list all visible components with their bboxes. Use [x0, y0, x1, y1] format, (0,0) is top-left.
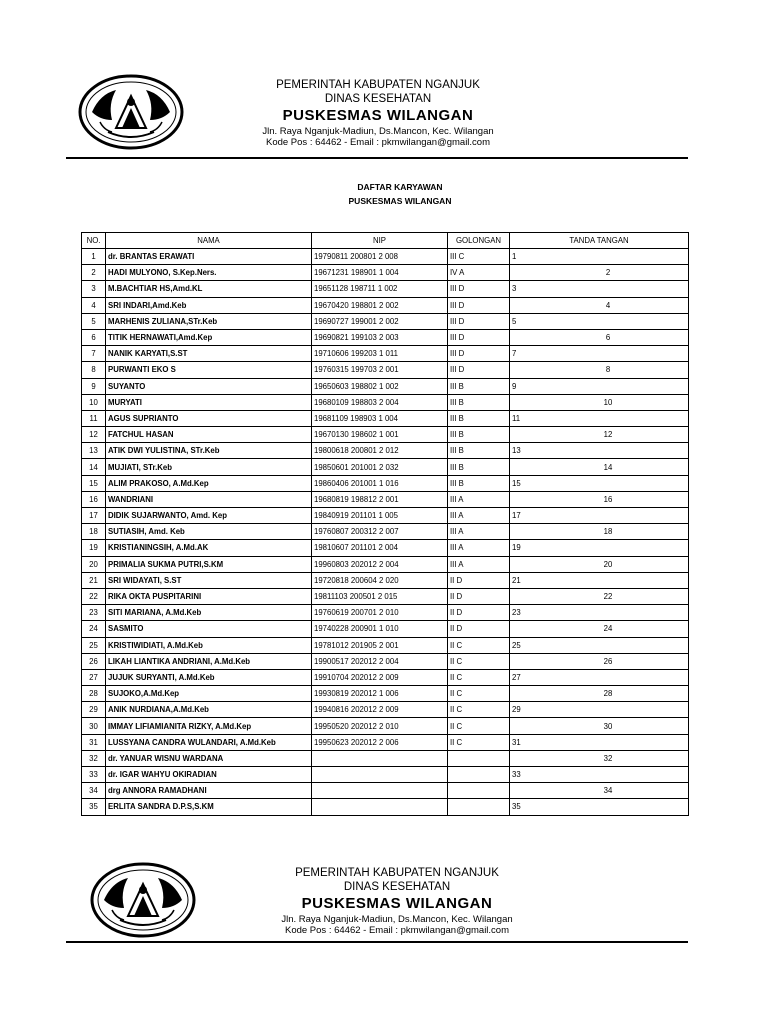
employee-name: RIKA OKTA PUSPITARINI — [106, 588, 312, 604]
row-number: 24 — [82, 621, 106, 637]
employee-name: dr. BRANTAS ERAWATI — [106, 249, 312, 265]
signature-number: 28 — [510, 686, 689, 702]
table-row — [82, 734, 689, 750]
employee-name: AGUS SUPRIANTO — [106, 410, 312, 426]
row-number: 26 — [82, 653, 106, 669]
employee-nip: 19950623 202012 2 006 — [312, 734, 448, 750]
table-row — [82, 669, 689, 685]
employee-nip: 19650603 198802 1 002 — [312, 378, 448, 394]
department-name: DINAS KESEHATAN — [324, 93, 432, 106]
employee-golongan: III B — [448, 394, 510, 410]
table-row — [82, 362, 689, 378]
row-number: 21 — [82, 572, 106, 588]
row-number: 27 — [82, 669, 106, 685]
employee-golongan: II D — [448, 572, 510, 588]
table-row — [82, 329, 689, 345]
table-row — [82, 297, 689, 313]
table-row — [82, 281, 689, 297]
kabupaten-emblem-icon — [90, 862, 196, 938]
employee-nip — [312, 783, 448, 799]
employee-golongan: III D — [448, 346, 510, 362]
document-title — [250, 180, 550, 208]
row-number: 14 — [82, 459, 106, 475]
employee-name: ERLITA SANDRA D.P.S,S.KM — [106, 799, 312, 815]
row-number: 29 — [82, 702, 106, 718]
employee-table — [81, 232, 689, 816]
employee-nip: 19960803 202012 2 004 — [312, 556, 448, 572]
employee-name: ANIK NURDIANA,A.Md.Keb — [106, 702, 312, 718]
signature-number: 33 — [510, 767, 689, 783]
employee-golongan: III B — [448, 443, 510, 459]
row-number: 13 — [82, 443, 106, 459]
row-number: 5 — [82, 313, 106, 329]
employee-name: DIDIK SUJARWANTO, Amd. Kep — [106, 508, 312, 524]
signature-number: 27 — [510, 669, 689, 685]
table-row — [82, 265, 689, 281]
table-row — [82, 750, 689, 766]
letterhead-divider — [66, 157, 688, 159]
employee-nip — [312, 750, 448, 766]
employee-golongan: III A — [448, 524, 510, 540]
employee-nip: 19940816 202012 2 009 — [312, 702, 448, 718]
government-name: PEMERINTAH KABUPATEN NGANJUK — [276, 79, 480, 91]
employee-golongan — [448, 767, 510, 783]
row-number: 7 — [82, 346, 106, 362]
employee-nip: 19850601 201001 2 032 — [312, 459, 448, 475]
signature-number: 30 — [510, 718, 689, 734]
employee-nip: 19740228 200901 1 010 — [312, 621, 448, 637]
employee-nip: 19790811 200801 2 008 — [312, 249, 448, 265]
employee-name: SRI INDARI,Amd.Keb — [106, 297, 312, 313]
employee-name: ATIK DWI YULISTINA, STr.Keb — [106, 443, 312, 459]
table-row — [82, 524, 689, 540]
table-row — [82, 556, 689, 572]
employee-golongan: III B — [448, 427, 510, 443]
signature-number: 12 — [510, 427, 689, 443]
employee-name: M.BACHTIAR HS,Amd.KL — [106, 281, 312, 297]
signature-number: 10 — [510, 394, 689, 410]
table-header-row — [82, 233, 689, 249]
signature-number: 25 — [510, 637, 689, 653]
employee-name: drg ANNORA RAMADHANI — [106, 783, 312, 799]
employee-golongan: III D — [448, 362, 510, 378]
row-number: 34 — [82, 783, 106, 799]
employee-golongan: II C — [448, 718, 510, 734]
department-name: DINAS KESEHATAN — [343, 881, 451, 894]
table-row — [82, 410, 689, 426]
employee-golongan: III A — [448, 540, 510, 556]
employee-golongan: III A — [448, 556, 510, 572]
employee-golongan: II C — [448, 669, 510, 685]
employee-name: PURWANTI EKO S — [106, 362, 312, 378]
table-row — [82, 702, 689, 718]
government-name: PEMERINTAH KABUPATEN NGANJUK — [295, 867, 499, 879]
signature-number: 16 — [510, 491, 689, 507]
employee-name: dr. YANUAR WISNU WARDANA — [106, 750, 312, 766]
employee-name: SUYANTO — [106, 378, 312, 394]
employee-golongan: II C — [448, 653, 510, 669]
signature-number: 13 — [510, 443, 689, 459]
employee-nip: 19671231 198901 1 004 — [312, 265, 448, 281]
employee-golongan — [448, 750, 510, 766]
employee-name: KRISTIWIDIATI, A.Md.Keb — [106, 637, 312, 653]
row-number: 9 — [82, 378, 106, 394]
signature-number: 18 — [510, 524, 689, 540]
employee-name: JUJUK SURYANTI, A.Md.Keb — [106, 669, 312, 685]
signature-number: 17 — [510, 508, 689, 524]
signature-number: 9 — [510, 378, 689, 394]
row-number: 17 — [82, 508, 106, 524]
employee-golongan: II C — [448, 686, 510, 702]
institution-name: PUSKESMAS WILANGAN — [282, 106, 474, 124]
employee-name: SRI WIDAYATI, S.ST — [106, 572, 312, 588]
employee-name: LIKAH LIANTIKA ANDRIANI, A.Md.Keb — [106, 653, 312, 669]
employee-nip: 19900517 202012 2 004 — [312, 653, 448, 669]
employee-nip: 19720818 200604 2 020 — [312, 572, 448, 588]
employee-nip: 19811103 200501 2 015 — [312, 588, 448, 604]
employee-name: MURYATI — [106, 394, 312, 410]
employee-name: dr. IGAR WAHYU OKIRADIAN — [106, 767, 312, 783]
employee-nip: 19840919 201101 1 005 — [312, 508, 448, 524]
signature-number: 21 — [510, 572, 689, 588]
row-number: 22 — [82, 588, 106, 604]
employee-name: HADI MULYONO, S.Kep.Ners. — [106, 265, 312, 281]
signature-number: 22 — [510, 588, 689, 604]
row-number: 1 — [82, 249, 106, 265]
table-row — [82, 491, 689, 507]
row-number: 25 — [82, 637, 106, 653]
address: Jln. Raya Nganjuk-Madiun, Ds.Mancon, Kec. Wilangan — [281, 913, 513, 925]
employee-name: SUTIASIH, Amd. Keb — [106, 524, 312, 540]
letterhead-text — [210, 78, 546, 149]
employee-name: LUSSYANA CANDRA WULANDARI, A.Md.Keb — [106, 734, 312, 750]
employee-nip: 19950520 202012 2 010 — [312, 718, 448, 734]
employee-golongan: III C — [448, 249, 510, 265]
employee-golongan: II C — [448, 734, 510, 750]
table-row — [82, 475, 689, 491]
signature-number: 26 — [510, 653, 689, 669]
employee-golongan: III D — [448, 297, 510, 313]
table-row — [82, 540, 689, 556]
row-number: 2 — [82, 265, 106, 281]
row-number: 20 — [82, 556, 106, 572]
employee-nip: 19690821 199103 2 003 — [312, 329, 448, 345]
employee-nip: 19781012 201905 2 001 — [312, 637, 448, 653]
address: Jln. Raya Nganjuk-Madiun, Ds.Mancon, Kec. Wilangan — [262, 125, 494, 137]
table-row — [82, 459, 689, 475]
employee-name: SUJOKO,A.Md.Kep — [106, 686, 312, 702]
signature-number: 11 — [510, 410, 689, 426]
signature-number: 34 — [510, 783, 689, 799]
row-number: 12 — [82, 427, 106, 443]
employee-name: NANIK KARYATI,S.ST — [106, 346, 312, 362]
header-tanda-tangan: TANDA TANGAN — [510, 233, 689, 249]
row-number: 8 — [82, 362, 106, 378]
institution-name: PUSKESMAS WILANGAN — [301, 894, 493, 912]
employee-nip: 19760315 199703 2 001 — [312, 362, 448, 378]
employee-name: WANDRIANI — [106, 491, 312, 507]
employee-nip — [312, 799, 448, 815]
employee-nip: 19680109 198803 2 004 — [312, 394, 448, 410]
employee-golongan: III A — [448, 508, 510, 524]
table-row — [82, 249, 689, 265]
table-row — [82, 394, 689, 410]
table-row — [82, 605, 689, 621]
table-row — [82, 799, 689, 815]
employee-golongan: II C — [448, 637, 510, 653]
table-row — [82, 572, 689, 588]
signature-number: 29 — [510, 702, 689, 718]
employee-golongan: III B — [448, 475, 510, 491]
employee-name: SASMITO — [106, 621, 312, 637]
header-nip: NIP — [312, 233, 448, 249]
table-row — [82, 767, 689, 783]
employee-golongan: III B — [448, 459, 510, 475]
row-number: 33 — [82, 767, 106, 783]
employee-golongan: II D — [448, 605, 510, 621]
employee-golongan: III D — [448, 281, 510, 297]
letterhead-divider — [66, 941, 688, 943]
row-number: 28 — [82, 686, 106, 702]
employee-name: TITIK HERNAWATI,Amd.Kep — [106, 329, 312, 345]
signature-number: 7 — [510, 346, 689, 362]
contact: Kode Pos : 64462 - Email : pkmwilangan@gmail.com — [284, 925, 510, 937]
signature-number: 35 — [510, 799, 689, 815]
row-number: 3 — [82, 281, 106, 297]
employee-nip: 19860406 201001 1 016 — [312, 475, 448, 491]
table-row — [82, 443, 689, 459]
row-number: 35 — [82, 799, 106, 815]
employee-nip: 19651128 198711 1 002 — [312, 281, 448, 297]
kabupaten-emblem-icon — [78, 74, 184, 150]
table-row — [82, 686, 689, 702]
employee-golongan: II D — [448, 621, 510, 637]
employee-nip: 19800618 200801 2 012 — [312, 443, 448, 459]
table-row — [82, 718, 689, 734]
row-number: 31 — [82, 734, 106, 750]
header-golongan: GOLONGAN — [448, 233, 510, 249]
signature-number: 31 — [510, 734, 689, 750]
letterhead-top — [0, 70, 768, 160]
table-row — [82, 378, 689, 394]
employee-golongan: III B — [448, 410, 510, 426]
table-row — [82, 621, 689, 637]
employee-golongan: III B — [448, 378, 510, 394]
employee-nip: 19681109 198903 1 004 — [312, 410, 448, 426]
employee-nip — [312, 767, 448, 783]
signature-number: 2 — [510, 265, 689, 281]
employee-golongan: III D — [448, 313, 510, 329]
table-row — [82, 588, 689, 604]
signature-number: 19 — [510, 540, 689, 556]
row-number: 19 — [82, 540, 106, 556]
signature-number: 3 — [510, 281, 689, 297]
employee-name: ALIM PRAKOSO, A.Md.Kep — [106, 475, 312, 491]
signature-number: 24 — [510, 621, 689, 637]
employee-nip: 19690727 199001 2 002 — [312, 313, 448, 329]
row-number: 15 — [82, 475, 106, 491]
letterhead-text — [224, 866, 570, 937]
employee-nip: 19930819 202012 1 006 — [312, 686, 448, 702]
employee-nip: 19680819 198812 2 001 — [312, 491, 448, 507]
employee-nip: 19760807 200312 2 007 — [312, 524, 448, 540]
employee-name: SITI MARIANA, A.Md.Keb — [106, 605, 312, 621]
employee-name: PRIMALIA SUKMA PUTRI,S.KM — [106, 556, 312, 572]
table-row — [82, 313, 689, 329]
contact: Kode Pos : 64462 - Email : pkmwilangan@gmail.com — [265, 137, 491, 149]
employee-golongan: III D — [448, 329, 510, 345]
signature-number: 14 — [510, 459, 689, 475]
employee-nip: 19910704 202012 2 009 — [312, 669, 448, 685]
signature-number: 23 — [510, 605, 689, 621]
employee-name: KRISTIANINGSIH, A.Md.AK — [106, 540, 312, 556]
employee-name: FATCHUL HASAN — [106, 427, 312, 443]
employee-nip: 19670420 198801 2 002 — [312, 297, 448, 313]
row-number: 10 — [82, 394, 106, 410]
employee-golongan: IV A — [448, 265, 510, 281]
row-number: 16 — [82, 491, 106, 507]
header-nama: NAMA — [106, 233, 312, 249]
table-row — [82, 783, 689, 799]
employee-name: MUJIATI, STr.Keb — [106, 459, 312, 475]
signature-number: 15 — [510, 475, 689, 491]
table-row — [82, 508, 689, 524]
signature-number: 5 — [510, 313, 689, 329]
employee-nip: 19670130 198602 1 001 — [312, 427, 448, 443]
employee-nip: 19710606 199203 1 011 — [312, 346, 448, 362]
row-number: 18 — [82, 524, 106, 540]
signature-number: 20 — [510, 556, 689, 572]
signature-number: 6 — [510, 329, 689, 345]
table-row — [82, 346, 689, 362]
header-no: NO. — [82, 233, 106, 249]
row-number: 11 — [82, 410, 106, 426]
row-number: 23 — [82, 605, 106, 621]
title-line-2: PUSKESMAS WILANGAN — [348, 196, 452, 206]
table-row — [82, 427, 689, 443]
employee-golongan: II D — [448, 588, 510, 604]
signature-number: 4 — [510, 297, 689, 313]
employee-nip: 19810607 201101 2 004 — [312, 540, 448, 556]
employee-golongan: III A — [448, 491, 510, 507]
letterhead-bottom — [0, 860, 768, 950]
signature-number: 32 — [510, 750, 689, 766]
row-number: 32 — [82, 750, 106, 766]
row-number: 30 — [82, 718, 106, 734]
table-row — [82, 637, 689, 653]
table-row — [82, 653, 689, 669]
employee-nip: 19760619 200701 2 010 — [312, 605, 448, 621]
signature-number: 1 — [510, 249, 689, 265]
row-number: 4 — [82, 297, 106, 313]
employee-name: IMMAY LIFIAMIANITA RIZKY, A.Md.Kep — [106, 718, 312, 734]
signature-number: 8 — [510, 362, 689, 378]
employee-golongan: II C — [448, 702, 510, 718]
employee-name: MARHENIS ZULIANA,STr.Keb — [106, 313, 312, 329]
title-line-1: DAFTAR KARYAWAN — [357, 182, 443, 192]
employee-golongan — [448, 783, 510, 799]
row-number: 6 — [82, 329, 106, 345]
employee-golongan — [448, 799, 510, 815]
